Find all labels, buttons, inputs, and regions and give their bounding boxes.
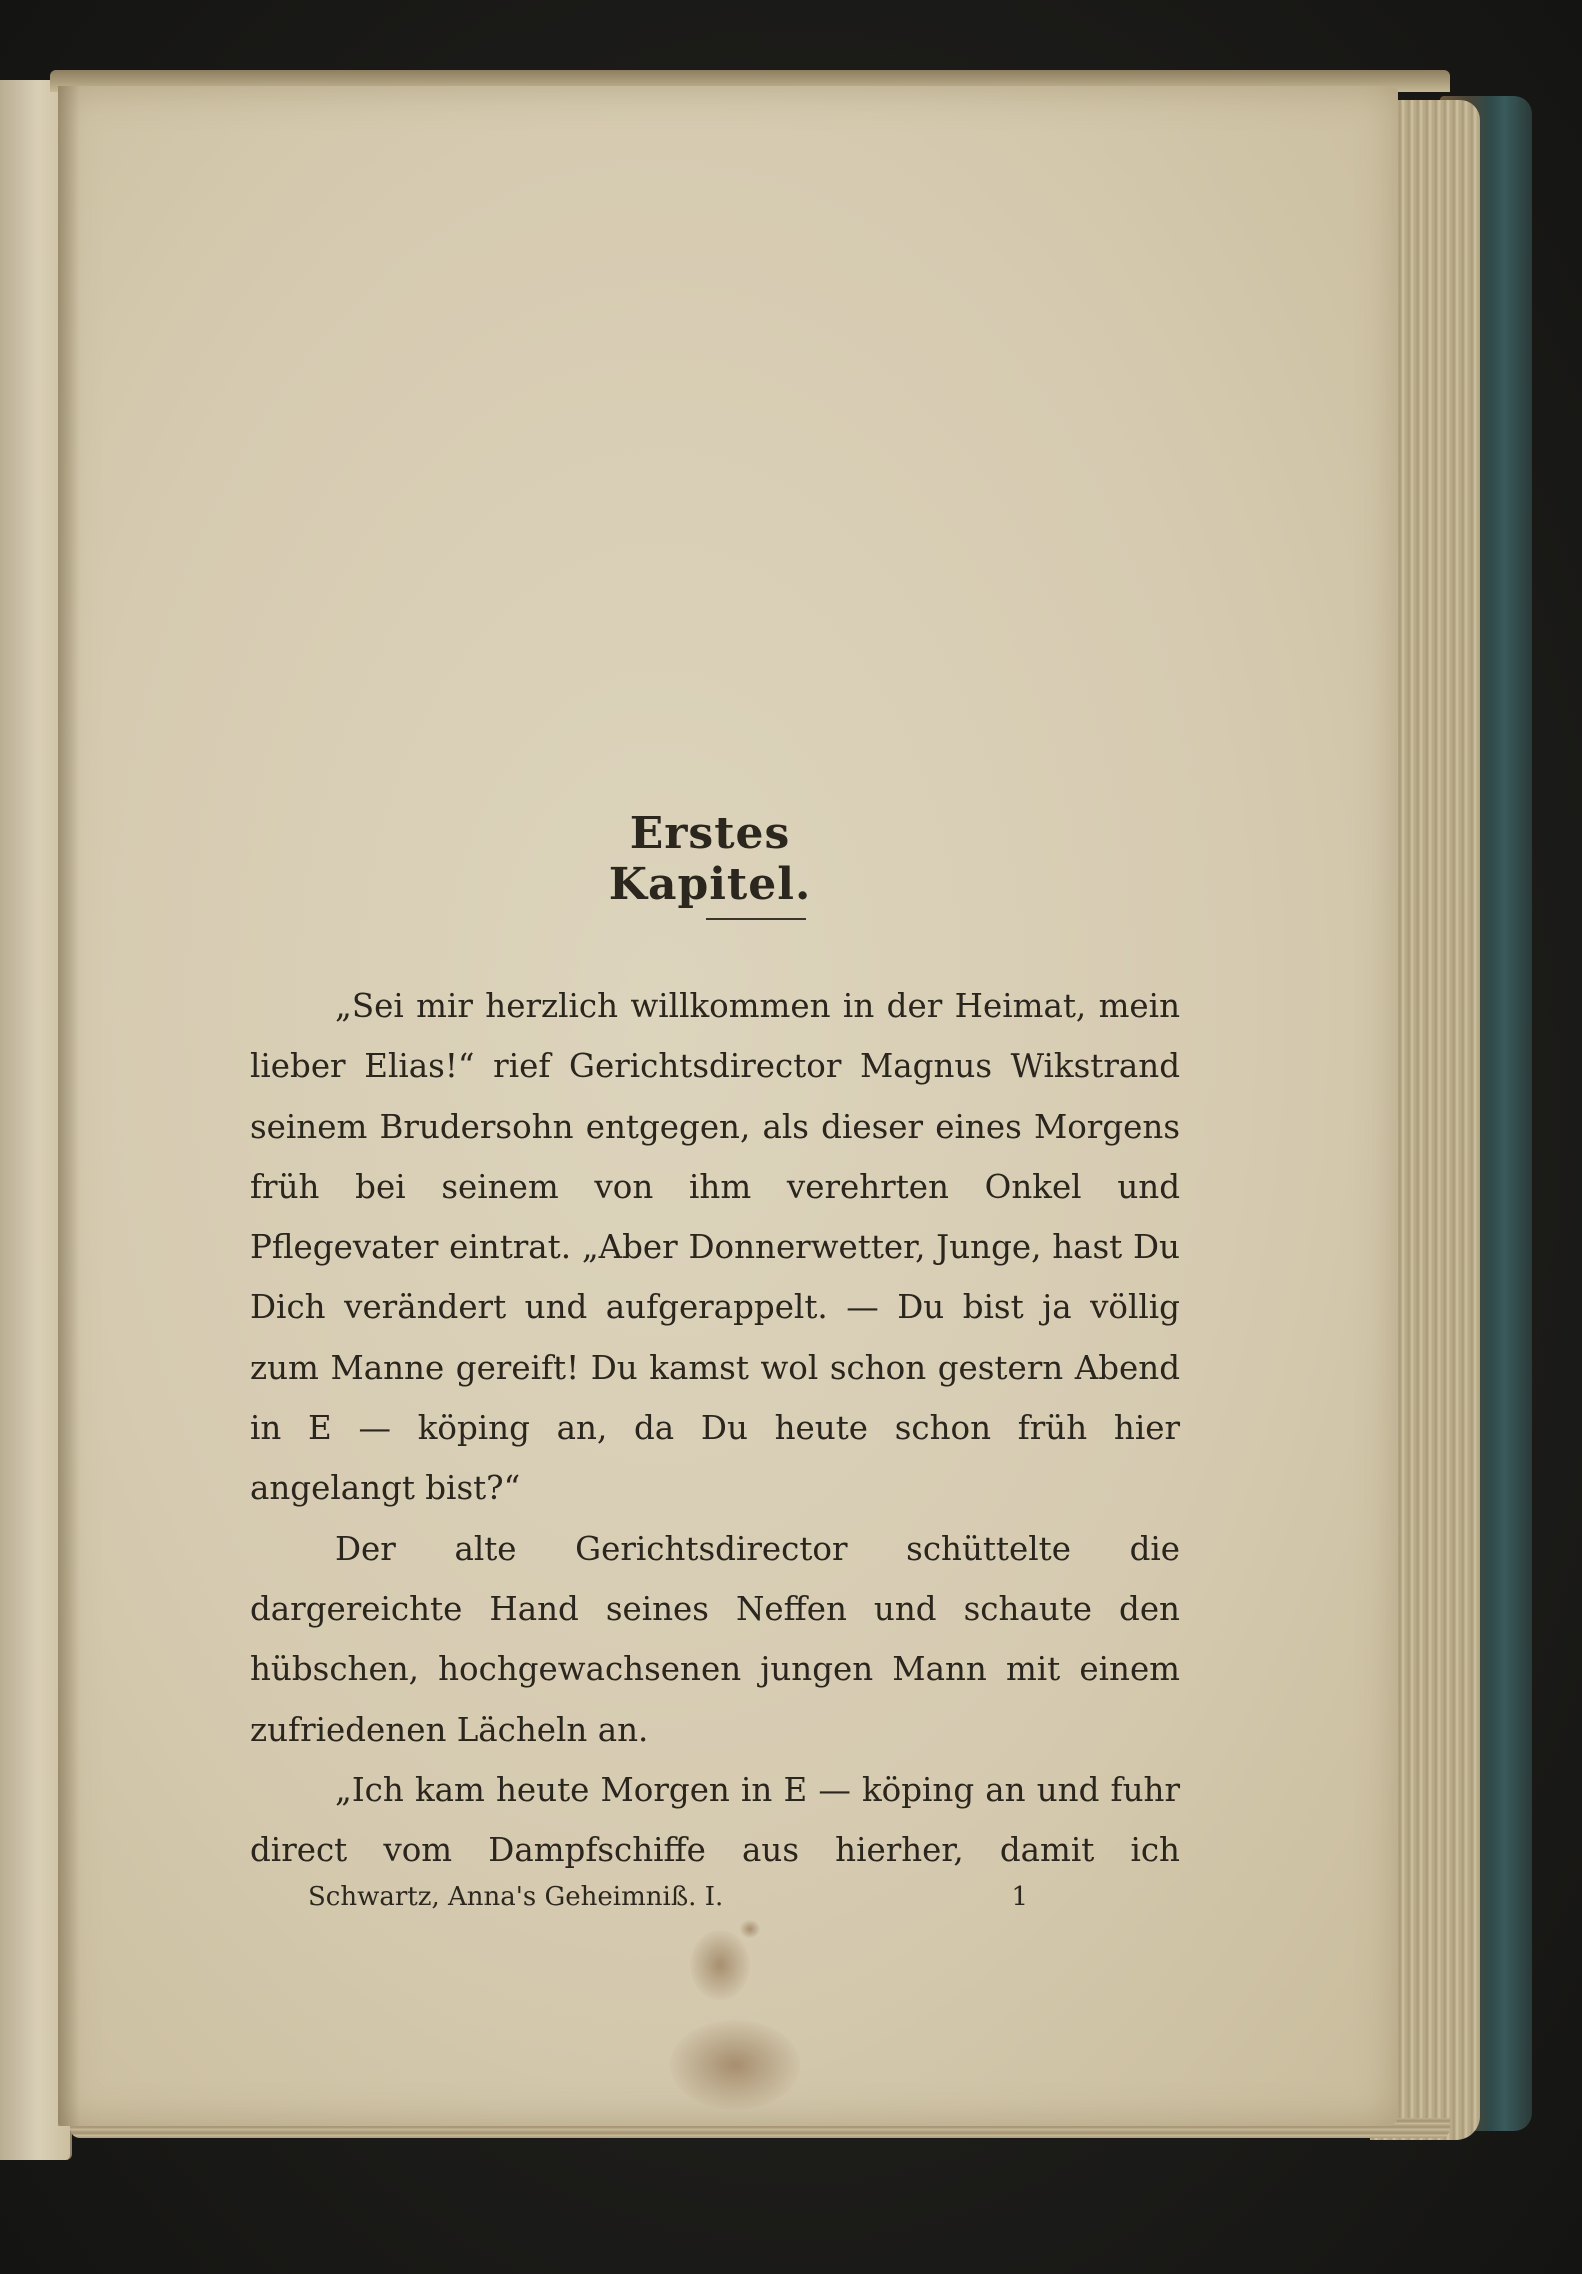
chapter-title: Erstes Kapitel. (608, 808, 812, 910)
page-number: 1 (1011, 1882, 1028, 1912)
paragraph: „Sei mir herzlich willkommen in der Heimat, mein lieber Elias!“ rief Gerichtsdirector Magnus Wikstrand seinem Brudersohn entgegen, als dieser eines Morgens früh bei seinem von ihm verehrten Onkel und Pflegevater eintrat. „Aber Donnerwetter, Junge, hast Du Dich verändert und aufgerappelt. — Du bist ja völlig zum Manne gereift! Du kamst wol schon gestern Abend in E — köping an, da Du heute schon früh hier angelangt bist?“ (250, 987, 1180, 1508)
stain-mark (740, 1920, 760, 1938)
stain-mark (670, 2020, 800, 2110)
page-gutter-shadow (58, 86, 80, 2126)
title-divider (706, 918, 806, 920)
signature-mark: Schwartz, Anna's Geheimniß. I. (308, 1882, 724, 1912)
stain-mark (690, 1930, 750, 2000)
paragraph: Der alte Gerichtsdirector schüttelte die dargereichte Hand seines Neffen und schaute den hübschen, hochgewachsenen jungen Mann mit einem zufriedenen Lächeln an. (250, 1529, 1180, 1749)
chapter-body (250, 976, 1180, 1880)
paragraph: „Ich kam heute Morgen in E — köping an und fuhr direct vom Dampfschiffe aus hierher, damit ich (250, 1770, 1180, 1870)
page-footer (308, 1882, 1048, 1922)
